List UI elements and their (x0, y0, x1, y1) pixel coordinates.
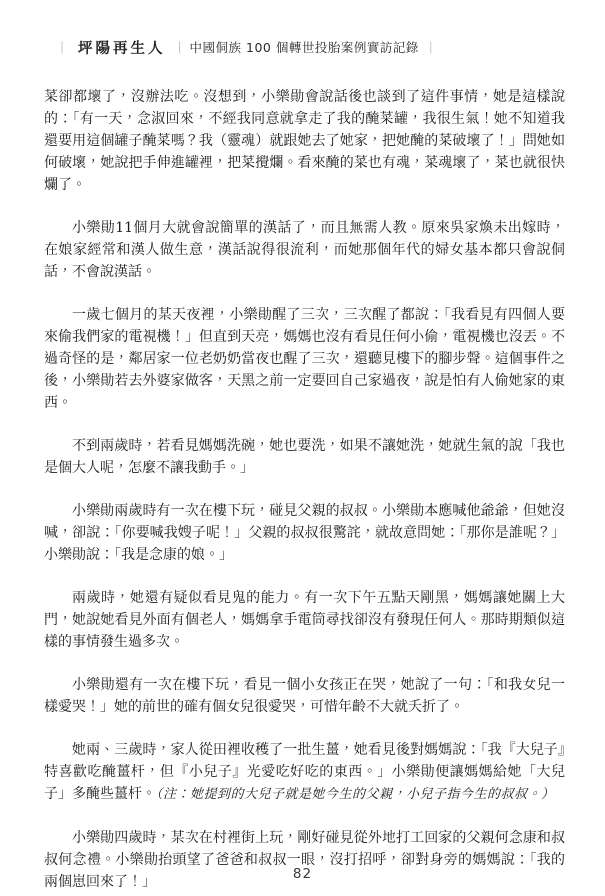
header-separator-right: ｜ (424, 40, 437, 55)
paragraph-7 (44, 674, 565, 718)
paragraph-1-text: 菜卻都壞了，沒辦法吃。沒想到，小樂勛會說話後也談到了這件事情，她是這樣說的：「有一天，念淑回來，不經我同意就拿走了我的醃菜罐，我很生氣！她不知道我還要用這個罐子醃菜嗎？我（靈魂）就跟她去了她家，把她醃的菜破壞了！」問她如何破壞，她說把手伸進罐裡，把菜攪爛。看來醃的菜也有魂，菜魂壞了，菜也就很快爛了。 (44, 89, 565, 193)
paragraph-8 (44, 739, 565, 806)
paragraph-8-inline-note: （注：她提到的大兒子就是她今生的父親，小兒子指今生的叔叔。） (156, 787, 555, 802)
running-head (56, 38, 605, 56)
paragraph-4-text: 不到兩歲時，若看見媽媽洗碗，她也要洗，如果不讓她洗，她就生氣的說「我也是個大人呢，怎麼不讓我動手。」 (44, 438, 565, 476)
book-subtitle: 中國侗族 100 個轉世投胎案例實訪記錄 (189, 40, 419, 55)
paragraph-6-text: 兩歲時，她還有疑似看見鬼的能力。有一次下午五點天剛黑，媽媽讓她關上大門，她說她看見外面有個老人，媽媽拿手電筒尋找卻沒有發現任何人。那時期類似這樣的事情發生過多次。 (44, 590, 565, 650)
paragraph-3 (44, 304, 565, 414)
paragraph-8-text: 她兩、三歲時，家人從田裡收穫了一批生薑，她看見後對媽媽說：「我『大兒子』特喜歡吃醃薑杆，但『小兒子』光愛吃好吃的東西。」小樂勛便讓媽媽給她「大兒子」多醃些薑杆。 (44, 742, 565, 802)
page-footer (0, 863, 605, 882)
paragraph-9-text: 小樂勛四歲時，某次在村裡街上玩，剛好碰見從外地打工回家的父親何念康和叔叔何念禮。小樂勛抬頭望了爸爸和叔叔一眼，沒打招呼，卻對身旁的媽媽說：「我的兩個崽回來了！」 (44, 830, 565, 890)
header-separator-middle: ｜ (173, 40, 186, 55)
paragraph-5-text: 小樂勛兩歲時有一次在樓下玩，碰見父親的叔叔。小樂勛本應喊他爺爺，但她沒喊，卻說：「你要喊我嫂子呢！」父親的叔叔很驚詫，就故意問她：「那你是誰呢？」小樂勛說：「我是念康的娘。」 (44, 503, 565, 563)
page-number: 82 (292, 866, 313, 882)
header-separator-left: ｜ (56, 40, 69, 55)
paragraph-2-text: 小樂勛11個月大就會說簡單的漢話了，而且無需人教。原來吳家煥未出嫁時，在娘家經常和漢人做生意，漢話說得很流利，而她那個年代的婦女基本都只會說侗話，不會說漢話。 (44, 220, 565, 280)
page-content (44, 86, 565, 893)
paragraph-4 (44, 435, 565, 479)
paragraph-6 (44, 587, 565, 653)
paragraph-3-text: 一歲七個月的某天夜裡，小樂勛醒了三次，三次醒了都說：「我看見有四個人要來偷我們家的電視機！」但直到天亮，媽媽也沒有看見任何小偷，電視機也沒丟。不過奇怪的是，鄰居家一位老奶奶當夜也醒了三次，還聽見樓下的腳步聲。這個事件之後，小樂勛若去外婆家做客，天黑之前一定要回自己家過夜，說是怕有人偷她家的東西。 (44, 307, 565, 411)
paragraph-9 (44, 827, 565, 893)
paragraph-2 (44, 217, 565, 283)
paragraph-7-text: 小樂勛還有一次在樓下玩，看見一個小女孩正在哭，她說了一句：「和我女兒一樣愛哭！」她的前世的確有個女兒很愛哭，可惜年齡不大就夭折了。 (44, 677, 565, 715)
paragraph-1 (44, 86, 565, 196)
book-title: 坪陽再生人 (78, 39, 166, 57)
paragraph-5 (44, 500, 565, 566)
